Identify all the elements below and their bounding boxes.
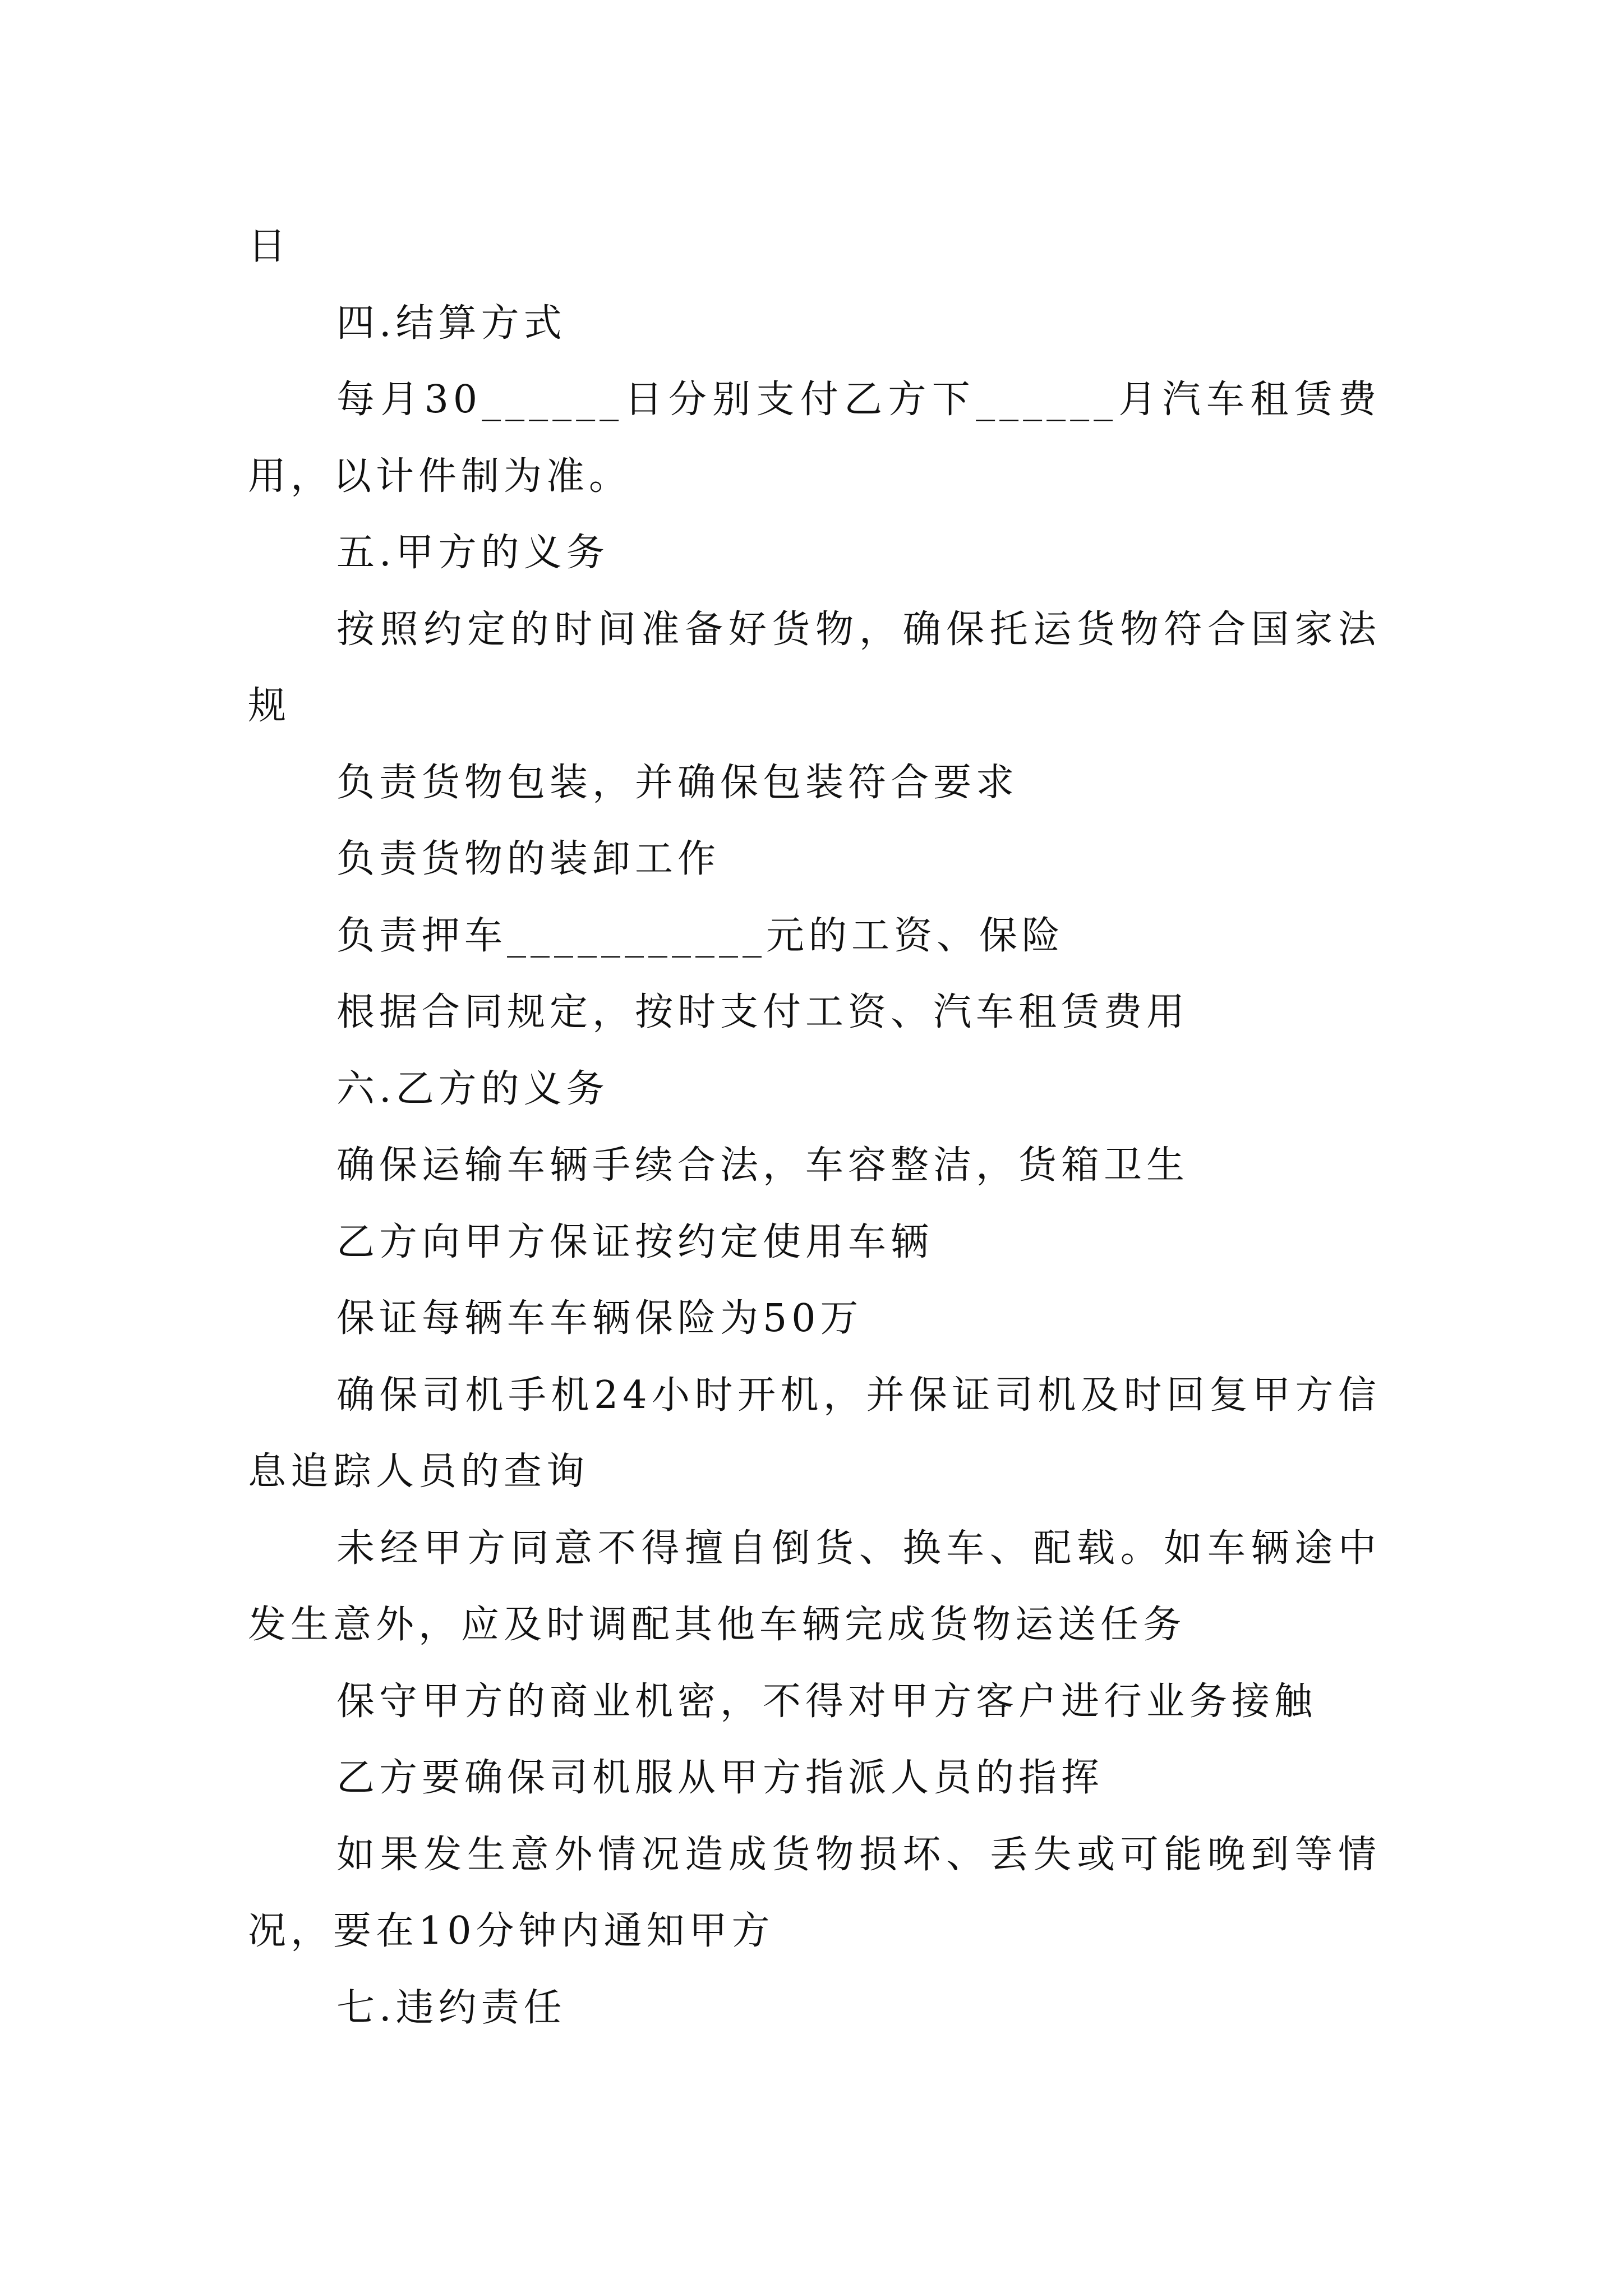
paragraph-settlement-terms: 每月30______日分别支付乙方下______月汽车租赁费用，以计件制为准。 [248, 378, 1381, 499]
paragraph-party-b-item: 确保运输车辆手续合法，车容整洁，货箱卫生 [336, 1143, 1189, 1188]
paragraph-party-b-item: 保守甲方的商业机密，不得对甲方客户进行业务接触 [336, 1679, 1317, 1724]
paragraph-party-b-item: 确保司机手机24小时开机，并保证司机及时回复甲方信息追踪人员的查询 [248, 1373, 1381, 1494]
section-heading-liability: 七.违约责任 [336, 1985, 566, 2030]
paragraph-continuation: 日 [248, 224, 291, 269]
paragraph-party-b-item: 乙方向甲方保证按约定使用车辆 [336, 1220, 934, 1264]
paragraph-party-a-item: 负责货物的装卸工作 [336, 837, 721, 881]
paragraph-party-b-item: 保证每辆车车辆保险为50万 [336, 1296, 863, 1341]
paragraph-party-b-item: 乙方要确保司机服从甲方指派人员的指挥 [336, 1756, 1104, 1800]
paragraph-party-a-item: 负责押车___________元的工资、保险 [336, 913, 1065, 958]
paragraph-party-a-item: 根据合同规定，按时支付工资、汽车租赁费用 [336, 990, 1189, 1034]
document-body [248, 209, 1381, 2046]
paragraph-party-b-item: 如果发生意外情况造成货物损坏、丢失或可能晚到等情况，要在10分钟内通知甲方 [248, 1832, 1381, 1953]
section-heading-party-a-obligations: 五.甲方的义务 [336, 531, 609, 575]
paragraph-party-a-item: 负责货物包装，并确保包装符合要求 [336, 760, 1019, 805]
section-heading-settlement: 四.结算方式 [336, 301, 566, 346]
paragraph-party-b-item: 未经甲方同意不得擅自倒货、换车、配载。如车辆途中发生意外，应及时调配其他车辆完成货物运送任务 [248, 1526, 1381, 1647]
paragraph-party-a-item: 按照约定的时间准备好货物，确保托运货物符合国家法规 [248, 607, 1381, 728]
section-heading-party-b-obligations: 六.乙方的义务 [336, 1066, 609, 1111]
